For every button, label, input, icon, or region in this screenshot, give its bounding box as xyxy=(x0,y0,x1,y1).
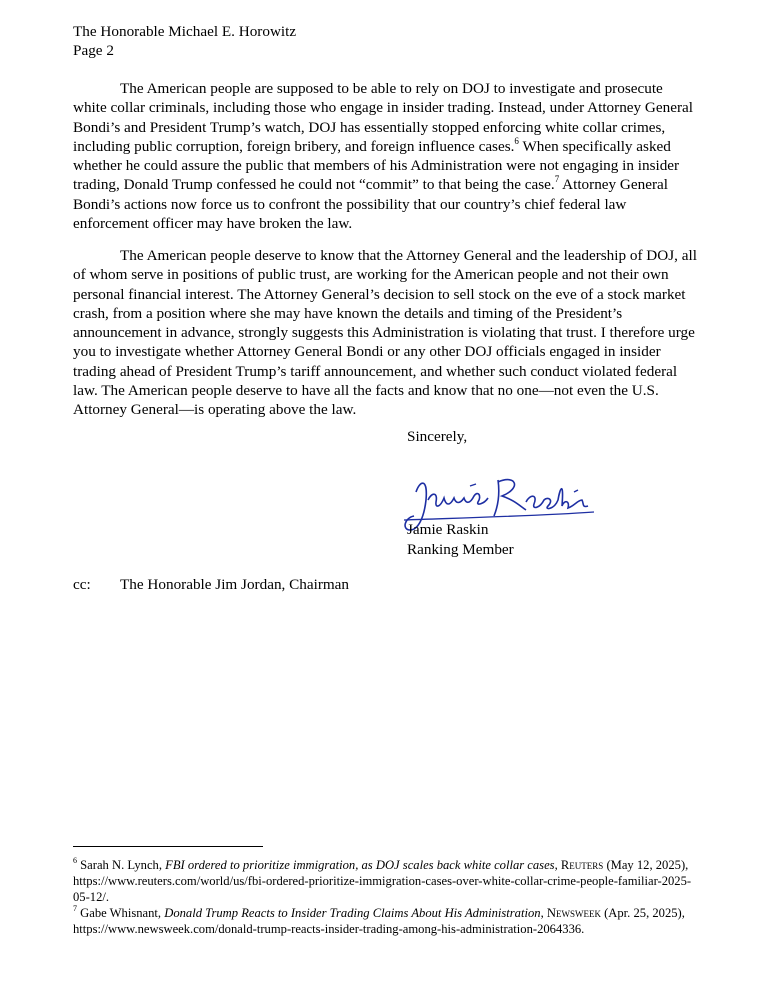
paragraph-1-text-a: The American people are supposed to be able to rely on DOJ to investigate and prosecute white collar criminals, including those who engage in insider trading. Instead, under Attorney General Bondi’s and President Trump’s watch, DOJ has essentially stopped enforcing white collar crimes, including public corruption, foreign bribery, and foreign influence cases. xyxy=(73,80,693,155)
signature-script-text: Jamie Raskin xyxy=(398,470,404,471)
footnote-6-author: Sarah N. Lynch, xyxy=(80,858,166,872)
paragraph-1-text-b: When specifically asked whether he could assure the public that members of his Administration were not engaging in insider trading, Donald Trump confessed he could not “commit” to that being the case. xyxy=(73,137,680,194)
body-paragraph-1 xyxy=(73,79,700,233)
footnote-divider xyxy=(73,846,263,847)
footnote-6-number: 6 xyxy=(73,855,77,865)
footnote-7-number: 7 xyxy=(73,903,77,913)
footnote-6 xyxy=(73,857,703,905)
page-header xyxy=(73,22,296,60)
signer-title: Ranking Member xyxy=(407,541,514,558)
cc-label: cc: xyxy=(73,576,91,593)
footnote-7-author: Gabe Whisnant, xyxy=(80,906,165,920)
cc-line xyxy=(73,576,349,594)
footnote-7-title: Donald Trump Reacts to Insider Trading Claims About His Administration xyxy=(164,906,541,920)
closing-salutation: Sincerely, xyxy=(407,428,468,445)
body-paragraph-2 xyxy=(73,246,700,420)
paragraph-2-text: The American people deserve to know that the Attorney General and the leadership of DOJ, all of whom serve in positions of public trust, are working for the American people and not their own personal financial interest. The Attorney General’s decision to sell stock on the eve of a stock market crash, from a position where she may have known the details and timing of the President’s announcement in advance, strongly suggests this Administration is violating that trust. I therefore urge you to investigate whether Attorney General Bondi or any other DOJ officials engaged in insider trading ahead of President Trump’s tariff announcement, and whether such conduct violated federal law. The American people deserve to have all the facts and know that no one—not even the U.S. Attorney General—is operating above the law. xyxy=(73,247,697,419)
footnote-6-separator: , xyxy=(554,858,561,872)
cc-recipient: The Honorable Jim Jordan, Chairman xyxy=(120,576,350,593)
header-page-number: Page 2 xyxy=(73,42,114,59)
signature-block xyxy=(407,520,514,560)
footnote-7-separator: , xyxy=(540,906,547,920)
signer-name: Jamie Raskin xyxy=(407,521,489,538)
header-recipient: The Honorable Michael E. Horowitz xyxy=(73,23,297,40)
footnote-6-source: Reuters xyxy=(560,858,604,872)
paragraph-1-text-c: Attorney General Bondi’s actions now force us to confront the possibility that our country’s chief federal law enforcement officer may have broken the law. xyxy=(73,176,668,233)
footnote-6-citation-url[interactable]: (May 12, 2025), https://www.reuters.com/world/us/fbi-ordered-prioritize-immigration-cases-over-white-collar-crime-people-familiar-2025-05-12/. xyxy=(73,858,692,904)
footnote-ref-6[interactable]: 6 xyxy=(514,135,519,146)
footnote-7-citation-url[interactable]: (Apr. 25, 2025), https://www.newsweek.com/donald-trump-reacts-insider-trading-among-his-administration-2064336. xyxy=(73,906,685,936)
footnote-6-title: FBI ordered to prioritize immigration, as DOJ scales back white collar cases xyxy=(165,858,555,872)
footnote-7-source: Newsweek xyxy=(546,906,601,920)
footnote-7 xyxy=(73,905,703,937)
footnote-ref-7[interactable]: 7 xyxy=(554,174,560,185)
